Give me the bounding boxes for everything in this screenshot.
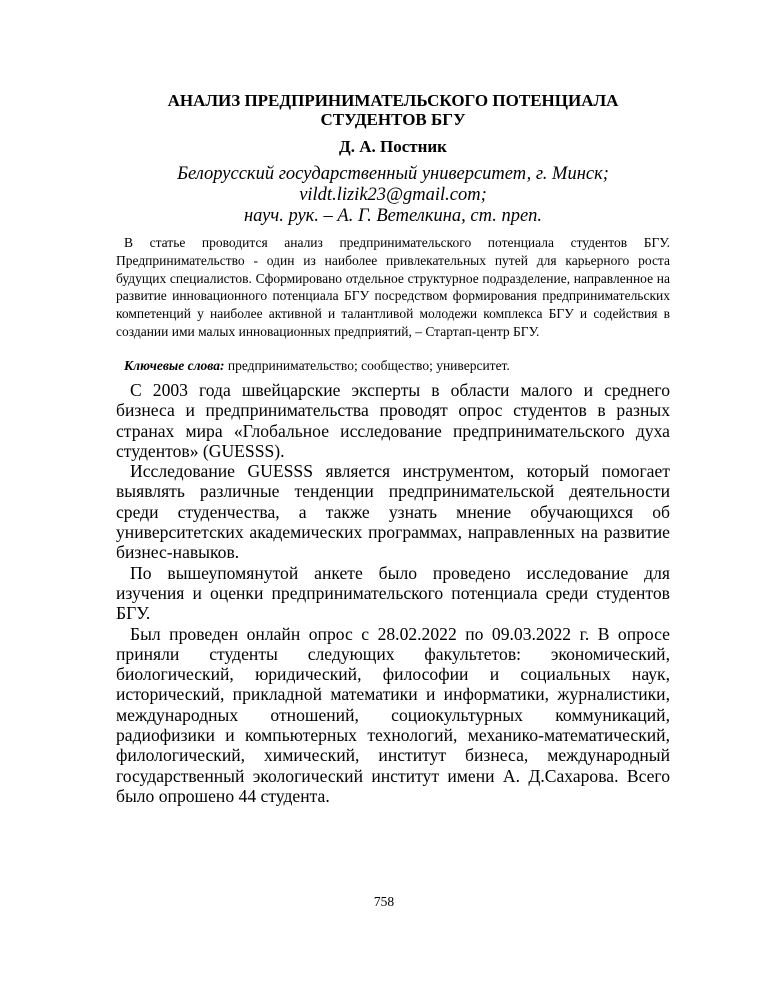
- affiliation-supervisor: науч. рук. – А. Г. Ветелкина, ст. преп.: [243, 206, 543, 226]
- body-paragraph: По вышеупомянутой анкете было проведено исследование для изучения и оценки предпринимательского потенциала среди студентов БГУ.: [116, 562, 670, 624]
- body-paragraph: С 2003 года швейцарские эксперты в области малого и среднего бизнеса и предпринимательства проводят опрос студентов в разных странах мира «Глобальное исследование предпринимательского духа студентов» (GUESSS).: [116, 380, 670, 461]
- affiliation-email: vildt.lizik23@gmail.com;: [299, 185, 487, 205]
- affiliation-university: Белорусский государственный университет, г. Минск;: [177, 164, 609, 184]
- body-paragraph: Был проведен онлайн опрос с 28.02.2022 по 09.03.2022 г. В опросе приняли студенты следующих факультетов: экономический, биологический, юридический, философии и социальных наук, исторический, прикладной математики и информатики, журналистики, международных отношений, социокультурных коммуникаций, радиофизики и компьютерных технологий, механико-математический, филологический, химический, институт бизнеса, международный государственный экологический институт имени А. Д.Сахарова. Всего было опрошено 44 студента.: [116, 623, 670, 806]
- keywords-text: предпринимательство; сообщество; университет.: [227, 358, 510, 373]
- keywords: [116, 357, 670, 374]
- abstract: В статье проводится анализ предпринимательского потенциала студентов БГУ. Предпринимательство - один из наиболее привлекательных путей для карьерного роста будущих специалистов. Сформировано отдельное структурное подразделение, направленное на развитие инновационного потенциала БГУ посредством формирования предпринимательских компетенций у наиболее активной и талантливой молодежи комплекса БГУ и содействия в создании ими малых инновационных предприятий, – Стартап-центр БГУ.: [116, 235, 670, 339]
- article-title: [116, 91, 670, 129]
- title-line-2: СТУДЕНТОВ БГУ: [320, 110, 466, 129]
- body-paragraph: Исследование GUESSS является инструментом, который помогает выявлять различные тенденции предпринимательской деятельности среди студенчества, а также узнать мнение обучающихся об университетских академических программах, направленных на развитие бизнес-навыков.: [116, 461, 670, 563]
- keywords-label: Ключевые слова:: [124, 358, 225, 373]
- title-line-1: АНАЛИЗ ПРЕДПРИНИМАТЕЛЬСКОГО ПОТЕНЦИАЛА: [167, 91, 619, 110]
- author-name: Д. А. Постник: [339, 137, 447, 156]
- page-number: 758: [373, 894, 395, 909]
- affiliation: [116, 164, 670, 227]
- article-body: [116, 380, 670, 806]
